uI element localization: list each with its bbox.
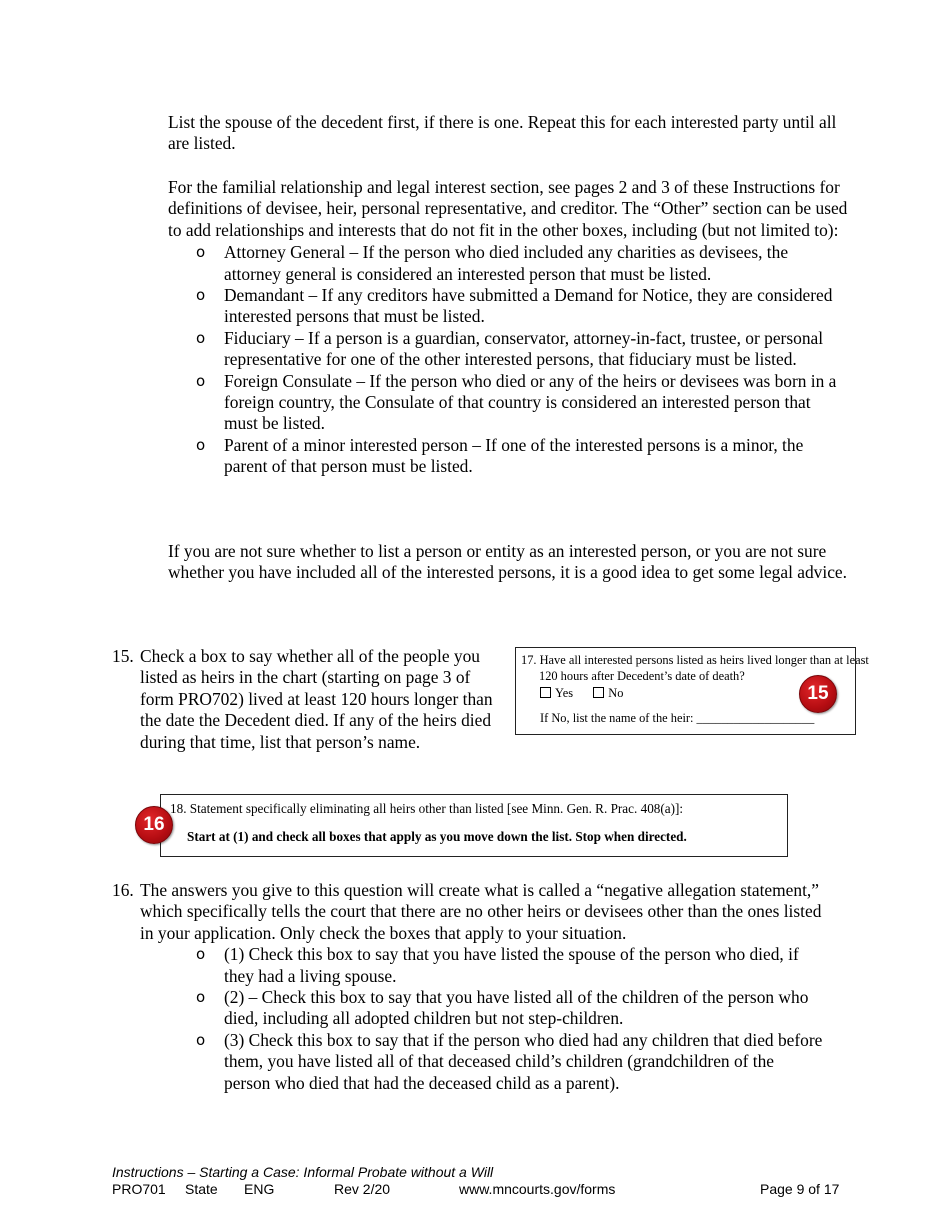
footer-form-code: PRO701 bbox=[112, 1181, 166, 1197]
item-number: 16. bbox=[112, 880, 134, 900]
form-statement-title: 18. Statement specifically eliminating all heirs other than listed [see Minn. Gen. R. Prac. 408(a)]: bbox=[170, 801, 684, 816]
item-number: 15. bbox=[112, 646, 134, 666]
list-item: o (1) Check this box to say that you have listed the spouse of the person who died, if they had a living spouse. bbox=[196, 944, 799, 986]
item-text: The answers you give to this question will create what is called a “negative allegation statement,” which specifically tells the court that there are no other heirs or devisees other than the ones listed in your application. Only check the boxes that apply to your situation. bbox=[140, 880, 822, 943]
list-item: o (2) – Check this box to say that you have listed all of the children of the person who died, including all adopted children but not step-children. bbox=[196, 987, 809, 1029]
bullet-icon: o bbox=[196, 286, 206, 305]
footer-language: ENG bbox=[244, 1181, 275, 1197]
form-excerpt-question-17 bbox=[515, 647, 869, 735]
list-item: o Fiduciary – If a person is a guardian, conservator, attorney-in-fact, trustee, or personal representative for one of the other interested persons, that fiduciary must be listed. bbox=[196, 327, 824, 370]
form-statement-instruction: Start at (1) and check all boxes that apply as you move down the list. Stop when directed. bbox=[187, 829, 687, 844]
form-excerpt-question-18 bbox=[160, 794, 788, 857]
list-item: o Attorney General – If the person who died included any charities as devisees, the attorney general is considered an interested person that must be listed. bbox=[196, 242, 789, 284]
bullet-icon: o bbox=[196, 328, 206, 347]
list-item: o (3) Check this box to say that if the person who died had any children that died before them, you have listed all of that deceased child’s children (grandchildren of the person who died that had the deceased child as a parent). bbox=[196, 1029, 823, 1093]
yes-checkbox[interactable] bbox=[540, 687, 551, 698]
bullet-icon: o bbox=[196, 1030, 206, 1049]
form-question-text: 17. Have all interested persons listed as heirs lived longer than at least 120 hours after Decedent’s date of death? bbox=[521, 653, 869, 683]
no-label: No bbox=[608, 686, 624, 700]
list-item: o Foreign Consulate – If the person who died or any of the heirs or devisees was born in a foreign country, the Consulate of that country is considered an interested person that must be listed. bbox=[196, 370, 837, 434]
footer-revision: Rev 2/20 bbox=[334, 1181, 391, 1197]
footer-page-number: Page 9 of 17 bbox=[760, 1181, 840, 1197]
instruction-item-16 bbox=[112, 880, 824, 1094]
step-16-badge: 16 bbox=[135, 806, 173, 844]
form-heir-name-line: If No, list the name of the heir: ___________________ bbox=[540, 711, 815, 725]
bullet-icon: o bbox=[196, 243, 206, 262]
list-item: o Parent of a minor interested person – If one of the interested persons is a minor, the parent of that person must be listed. bbox=[196, 434, 804, 477]
intro-paragraph-3: If you are not sure whether to list a person or entity as an interested person, or you are not sure whether you have included all of the interested persons, it is a good idea to get some legal advice. bbox=[168, 541, 847, 583]
bullet-icon: o bbox=[196, 945, 206, 964]
instruction-item-15 bbox=[112, 646, 504, 753]
form-yes-no-options bbox=[540, 685, 623, 701]
footer-title: Instructions – Starting a Case: Informal Probate without a Will bbox=[112, 1164, 494, 1180]
bullet-icon: o bbox=[196, 435, 206, 454]
bullet-icon: o bbox=[196, 988, 206, 1007]
intro-paragraph-1: List the spouse of the decedent first, if there is one. Repeat this for each interested party until all are listed. bbox=[168, 112, 837, 154]
no-checkbox[interactable] bbox=[593, 687, 604, 698]
footer-url[interactable]: www.mncourts.gov/forms bbox=[459, 1181, 616, 1197]
item-text: Check a box to say whether all of the people you listed as heirs in the chart (starting on page 3 of form PRO702) lived at least 120 hours longer than the date the Decedent died. If any of the heirs died during that time, list that person’s name. bbox=[140, 646, 493, 752]
intro-section bbox=[168, 177, 848, 478]
step-15-badge: 15 bbox=[799, 675, 837, 713]
yes-label: Yes bbox=[555, 686, 574, 700]
list-item: o Demandant – If any creditors have submitted a Demand for Notice, they are considered interested persons that must be listed. bbox=[196, 285, 833, 327]
intro-paragraph-2: For the familial relationship and legal interest section, see pages 2 and 3 of these Instructions for definitions of devisee, heir, personal representative, and creditor. The “Other” section can be used to add relationships and interests that do not fit in the other boxes, including (but not limited to): bbox=[168, 177, 848, 240]
footer-scope: State bbox=[185, 1181, 218, 1197]
negative-allegation-list bbox=[196, 944, 824, 1094]
bullet-icon: o bbox=[196, 371, 206, 390]
other-interests-list bbox=[196, 242, 848, 477]
